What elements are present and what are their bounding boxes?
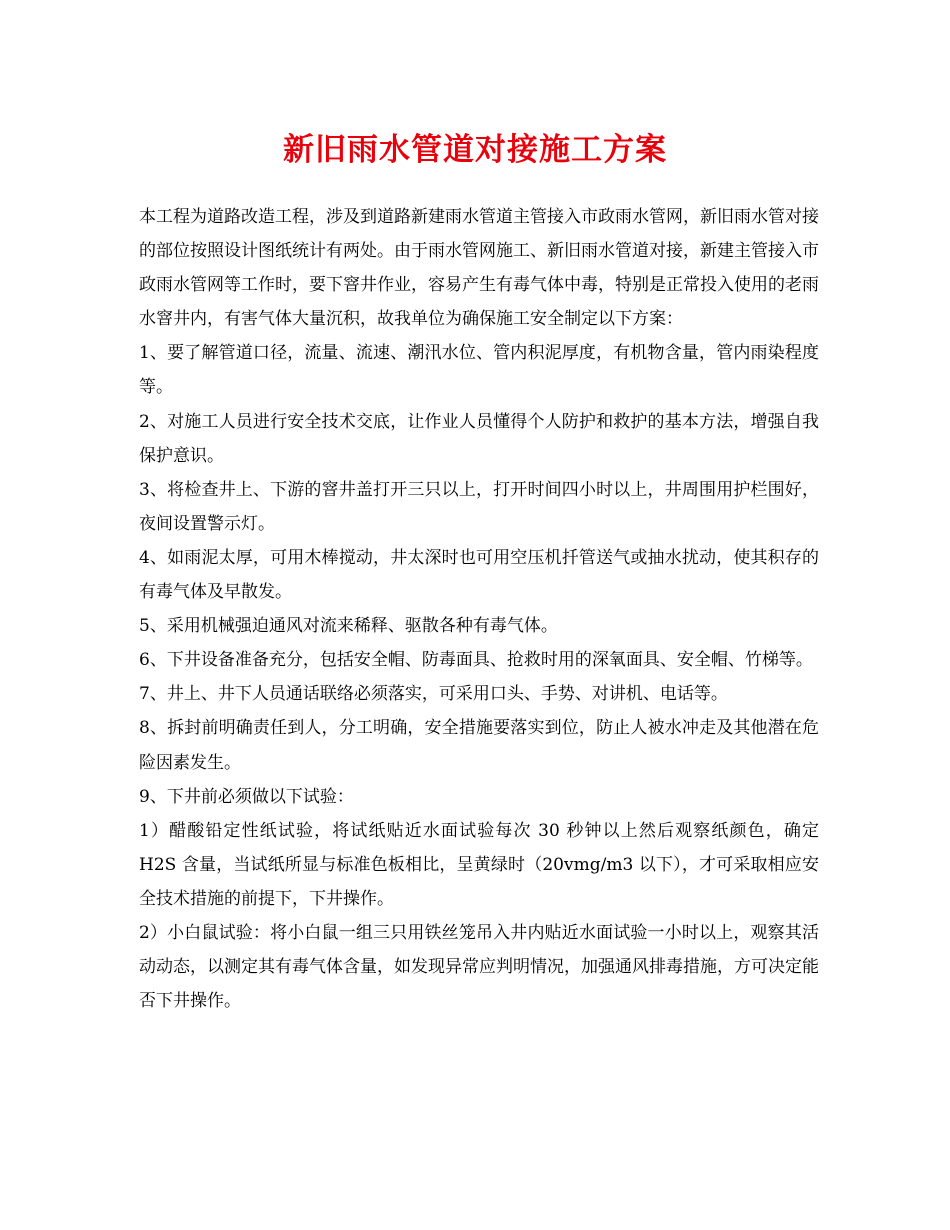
item-9-paragraph: 9、下井前必须做以下试验： xyxy=(139,786,354,807)
test-2-paragraph: 2）小白鼠试验：将小白鼠一组三只用铁丝笼吊入井内贴近水面试验一小时以上，观察其活动动态，以测定其有毒气体含量，如发现异常应判明情况，加强通风排毒措施，方可决定能否下井操作。 xyxy=(139,922,819,1012)
intro-paragraph: 本工程为道路改造工程，涉及到道路新建雨水管道主管接入市政雨水管网，新旧雨水管对接的部位按照设计图纸统计有两处。由于雨水管网施工、新旧雨水管道对接，新建主管接入市政雨水管网等工作时，要下窨井作业，容易产生有毒气体中毒，特别是正常投入使用的老雨水窨井内，有害气体大量沉积，故我单位为确保施工安全制定以下方案： xyxy=(139,207,819,330)
test-1-paragraph: 1）醋酸铅定性纸试验，将试纸贴近水面试验每次 30 秒钟以上然后观察纸颜色，确定 H2S 含量，当试纸所显与标准色板相比，呈黄绿时（20vmg/m3 以下），才可采取相应安全技术措施的前提下，下井操作。 xyxy=(139,820,819,909)
document-body xyxy=(139,200,819,1018)
item-5-paragraph: 5、采用机械强迫通风对流来稀释、驱散各种有毒气体。 xyxy=(139,616,558,637)
document-title: 新旧雨水管道对接施工方案 xyxy=(283,132,667,168)
item-3-paragraph: 3、将检查井上、下游的窨井盖打开三只以上，打开时间四小时以上，井周围用护栏围好，夜间设置警示灯。 xyxy=(139,479,819,534)
item-1-paragraph: 1、要了解管道口径，流量、流速、潮汛水位、管内积泥厚度，有机物含量，管内雨染程度等。 xyxy=(139,343,819,398)
item-7-paragraph: 7、井上、井下人员通话联络必须落实，可采用口头、手势、对讲机、电话等。 xyxy=(139,684,728,705)
item-8-paragraph: 8、拆封前明确责任到人，分工明确，安全措施要落实到位，防止人被水冲走及其他潜在危险因素发生。 xyxy=(139,718,819,773)
item-2-paragraph: 2、对施工人员进行安全技术交底，让作业人员懂得个人防护和救护的基本方法，增强自我保护意识。 xyxy=(139,411,819,466)
item-6-paragraph: 6、下井设备准备充分，包括安全帽、防毒面具、抢救时用的深氧面具、安全帽、竹梯等。 xyxy=(139,650,813,671)
item-4-paragraph: 4、如雨泥太厚，可用木棒搅动，井太深时也可用空压机扦管送气或抽水扰动，使其积存的有毒气体及早散发。 xyxy=(139,547,819,603)
